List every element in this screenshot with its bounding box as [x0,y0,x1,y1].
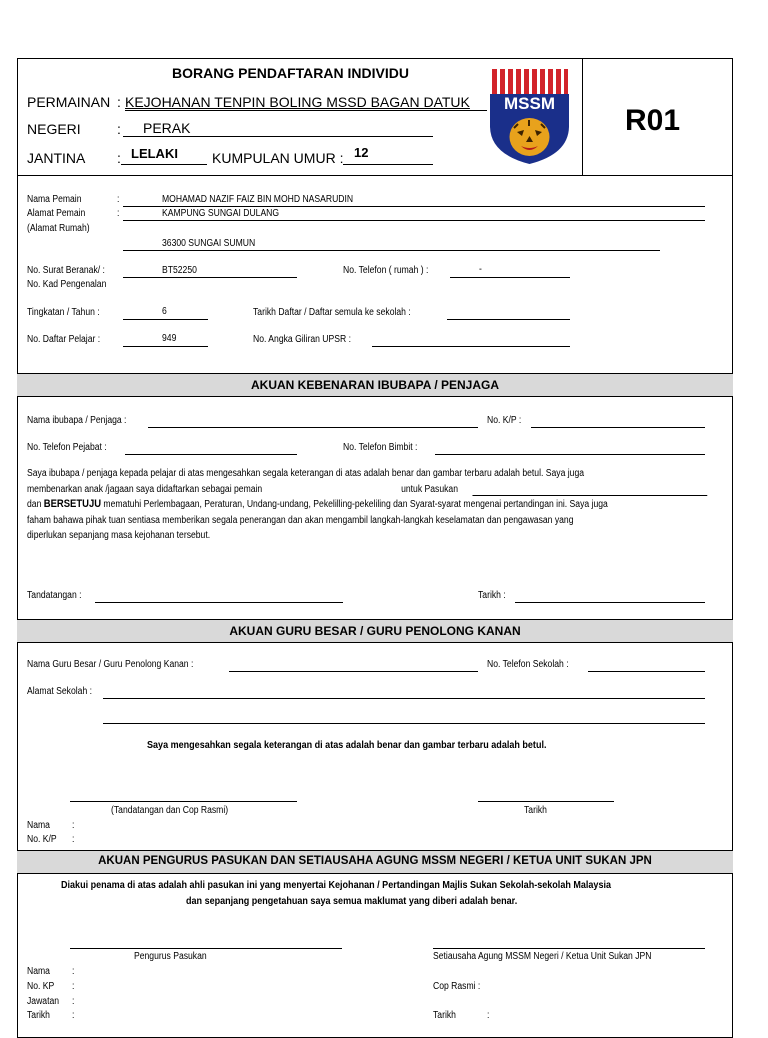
negeri-line [123,136,433,137]
pengurus-nama-row: Nama [27,966,50,977]
nama-ibubapa-line [148,427,478,428]
tandatangan-line [95,602,343,603]
guru-kp-row: No. K/P [27,834,57,845]
kumpulan-value[interactable]: 12 [354,145,369,160]
guru-statement: Saya mengesahkan segala keterangan di atas adalah benar dan gambar terbaru adalah betul. [147,739,547,751]
jantina-line [121,164,207,165]
tandatangan-label: Tandatangan : [27,590,82,601]
header-bottom-rule [17,175,733,176]
colon: : [72,966,75,977]
declaration-line-3-pre: dan [27,499,42,510]
tingkatan-label: Tingkatan / Tahun : [27,307,100,318]
guru-heading-band [17,619,733,643]
pengurus-sign-line [70,948,342,949]
alamat-value-1[interactable]: KAMPUNG SUNGAI DULANG [162,208,280,219]
telefon-pejabat-line [125,454,297,455]
colon: : [72,996,75,1007]
daftar-pelajar-label: No. Daftar Pelajar : [27,334,101,345]
jantina-value[interactable]: LELAKI [131,146,178,161]
telefon-sekolah-line [588,671,705,672]
nama-pemain-value[interactable]: MOHAMAD NAZIF FAIZ BIN MOHD NASARUDIN [162,194,354,205]
colon: : [117,208,120,219]
pengurus-label: Pengurus Pasukan [134,951,207,962]
pengurus-statement-2: dan sepanjang pengetahuan saya semua maklumat yang diberi adalah benar. [186,895,518,907]
declaration-line-3: mematuhi Perlembagaan, Peraturan, Undang-undang, Pekelilling-pekeliling dan Syarat-syarat mengenai pertandingan ini. Saya juga [103,499,608,510]
colon: : [487,1010,490,1021]
ibubapa-declaration [27,466,724,544]
tarikh-ibubapa-label: Tarikh : [478,590,506,601]
nama-guru-line [229,671,478,672]
pengurus-heading: AKUAN PENGURUS PASUKAN DAN SETIAUSAHA AGUNG MSSM NEGERI / KETUA UNIT SUKAN JPN [98,855,652,867]
colon: : [117,94,121,110]
surat-beranak-label: No. Surat Beranak/ : [27,265,105,276]
form-frame [17,58,733,1038]
jantina-label: JANTINA [27,150,86,166]
pengurus-tarikh-row: Tarikh [27,1010,50,1021]
colon: : [72,820,75,831]
cop-line [70,801,297,802]
form-title: BORANG PENDAFTARAN INDIVIDU [172,65,409,81]
negeri-value[interactable]: PERAK [143,120,191,136]
surat-line [123,277,297,278]
pengurus-kp-row: No. KP [27,981,55,992]
pengurus-statement-1: Diakui penama di atas adalah ahli pasukan ini yang menyertai Kejohanan / Pertandingan Majlis Sukan Sekolah-sekolah Malaysia [61,879,612,891]
colon: : [72,981,75,992]
guru-nama-row: Nama [27,820,50,831]
pengurus-jawatan-row: Jawatan [27,996,60,1007]
negeri-label: NEGERI [27,121,81,137]
colon: : [117,121,121,137]
setiausaha-label: Setiausaha Agung MSSM Negeri / Ketua Unit Sukan JPN [433,951,652,962]
upsr-line [372,346,570,347]
upsr-label: No. Angka Giliran UPSR : [253,334,351,345]
kp-line [531,427,705,428]
telefon-sekolah-label: No. Telefon Sekolah : [487,659,569,670]
setiausaha-sign-line [433,948,705,949]
pasukan-line [472,495,707,496]
nama-ibubapa-label: Nama ibubapa / Penjaga : [27,415,127,426]
kad-pengenalan-label: No. Kad Pengenalan [27,279,107,290]
alamat-line-2 [123,250,660,251]
cop-rasmi-label: Cop Rasmi : [433,981,481,992]
colon: : [72,1010,75,1021]
daftar-pelajar-value[interactable]: 949 [162,333,177,344]
alamat-rumah-label: (Alamat Rumah) [27,223,90,234]
tingkatan-value[interactable]: 6 [162,306,167,317]
declaration-line-2a: membenarkan anak /jagaan saya didaftarkan sebagai pemain [27,483,263,495]
alamat-sekolah-label: Alamat Sekolah : [27,686,93,697]
setiausaha-tarikh-label: Tarikh [433,1010,456,1021]
header-divider [582,58,583,175]
permainan-line [125,110,487,111]
declaration-bersetuju: BERSETUJU [43,498,102,510]
nama-pemain-label: Nama Pemain [27,194,82,205]
telefon-rumah-value[interactable]: - [479,264,482,275]
tingkatan-line [123,319,208,320]
guru-tarikh-line [478,801,614,802]
ibubapa-heading-band [17,373,733,397]
declaration-line-1: Saya ibubapa / penjaga kepada pelajar di atas mengesahkan segala keterangan di atas adalah benar dan gambar terbaru adalah betul. Saya juga [27,468,585,479]
nama-guru-label: Nama Guru Besar / Guru Penolong Kanan : [27,659,194,670]
alamat-value-2[interactable]: 36300 SUNGAI SUMUN [162,238,256,249]
permainan-label: PERMAINAN [27,94,111,110]
colon: : [117,150,121,166]
telefon-bimbit-label: No. Telefon Bimbit : [343,442,418,453]
daftar-pelajar-line [123,346,208,347]
pengurus-heading-band [17,850,733,874]
kumpulan-label: KUMPULAN UMUR : [212,150,344,166]
guru-heading: AKUAN GURU BESAR / GURU PENOLONG KANAN [229,624,521,638]
colon: : [117,194,120,205]
guru-tarikh-label: Tarikh [524,805,547,816]
declaration-line-4: faham bahawa pihak tuan sentiasa memberikan segala penerangan dan akan mengambil langkah-langkah keselamatan dan pengawasan yang [27,514,574,526]
surat-beranak-value[interactable]: BT52250 [162,265,197,276]
telefon-pejabat-label: No. Telefon Pejabat : [27,442,107,453]
alamat-sekolah-line-1 [103,698,705,699]
logo-text: MSSM [504,94,555,113]
kp-label: No. K/P : [487,415,522,426]
permainan-value[interactable]: KEJOHANAN TENPIN BOLING MSSD BAGAN DATUK [125,94,470,110]
alamat-sekolah-line-2 [103,723,705,724]
colon: : [72,834,75,845]
declaration-line-5: diperlukan sepanjang masa kejohanan tersebut. [27,530,211,541]
kumpulan-line [343,164,433,165]
nama-pemain-line [123,206,705,207]
tarikh-daftar-label: Tarikh Daftar / Daftar semula ke sekolah : [253,307,411,318]
declaration-line-2b: untuk Pasukan [401,483,459,495]
mssm-logo [488,66,571,166]
telefon-rumah-line [450,277,570,278]
cop-label: (Tandatangan dan Cop Rasmi) [111,805,229,816]
tarikh-daftar-line [447,319,570,320]
form-code: R01 [625,104,681,137]
alamat-line-1 [123,220,705,221]
telefon-rumah-label: No. Telefon ( rumah ) : [343,265,429,276]
tarikh-ibubapa-line [515,602,705,603]
alamat-pemain-label: Alamat Pemain [27,208,86,219]
telefon-bimbit-line [435,454,705,455]
ibubapa-heading: AKUAN KEBENARAN IBUBAPA / PENJAGA [250,378,499,392]
